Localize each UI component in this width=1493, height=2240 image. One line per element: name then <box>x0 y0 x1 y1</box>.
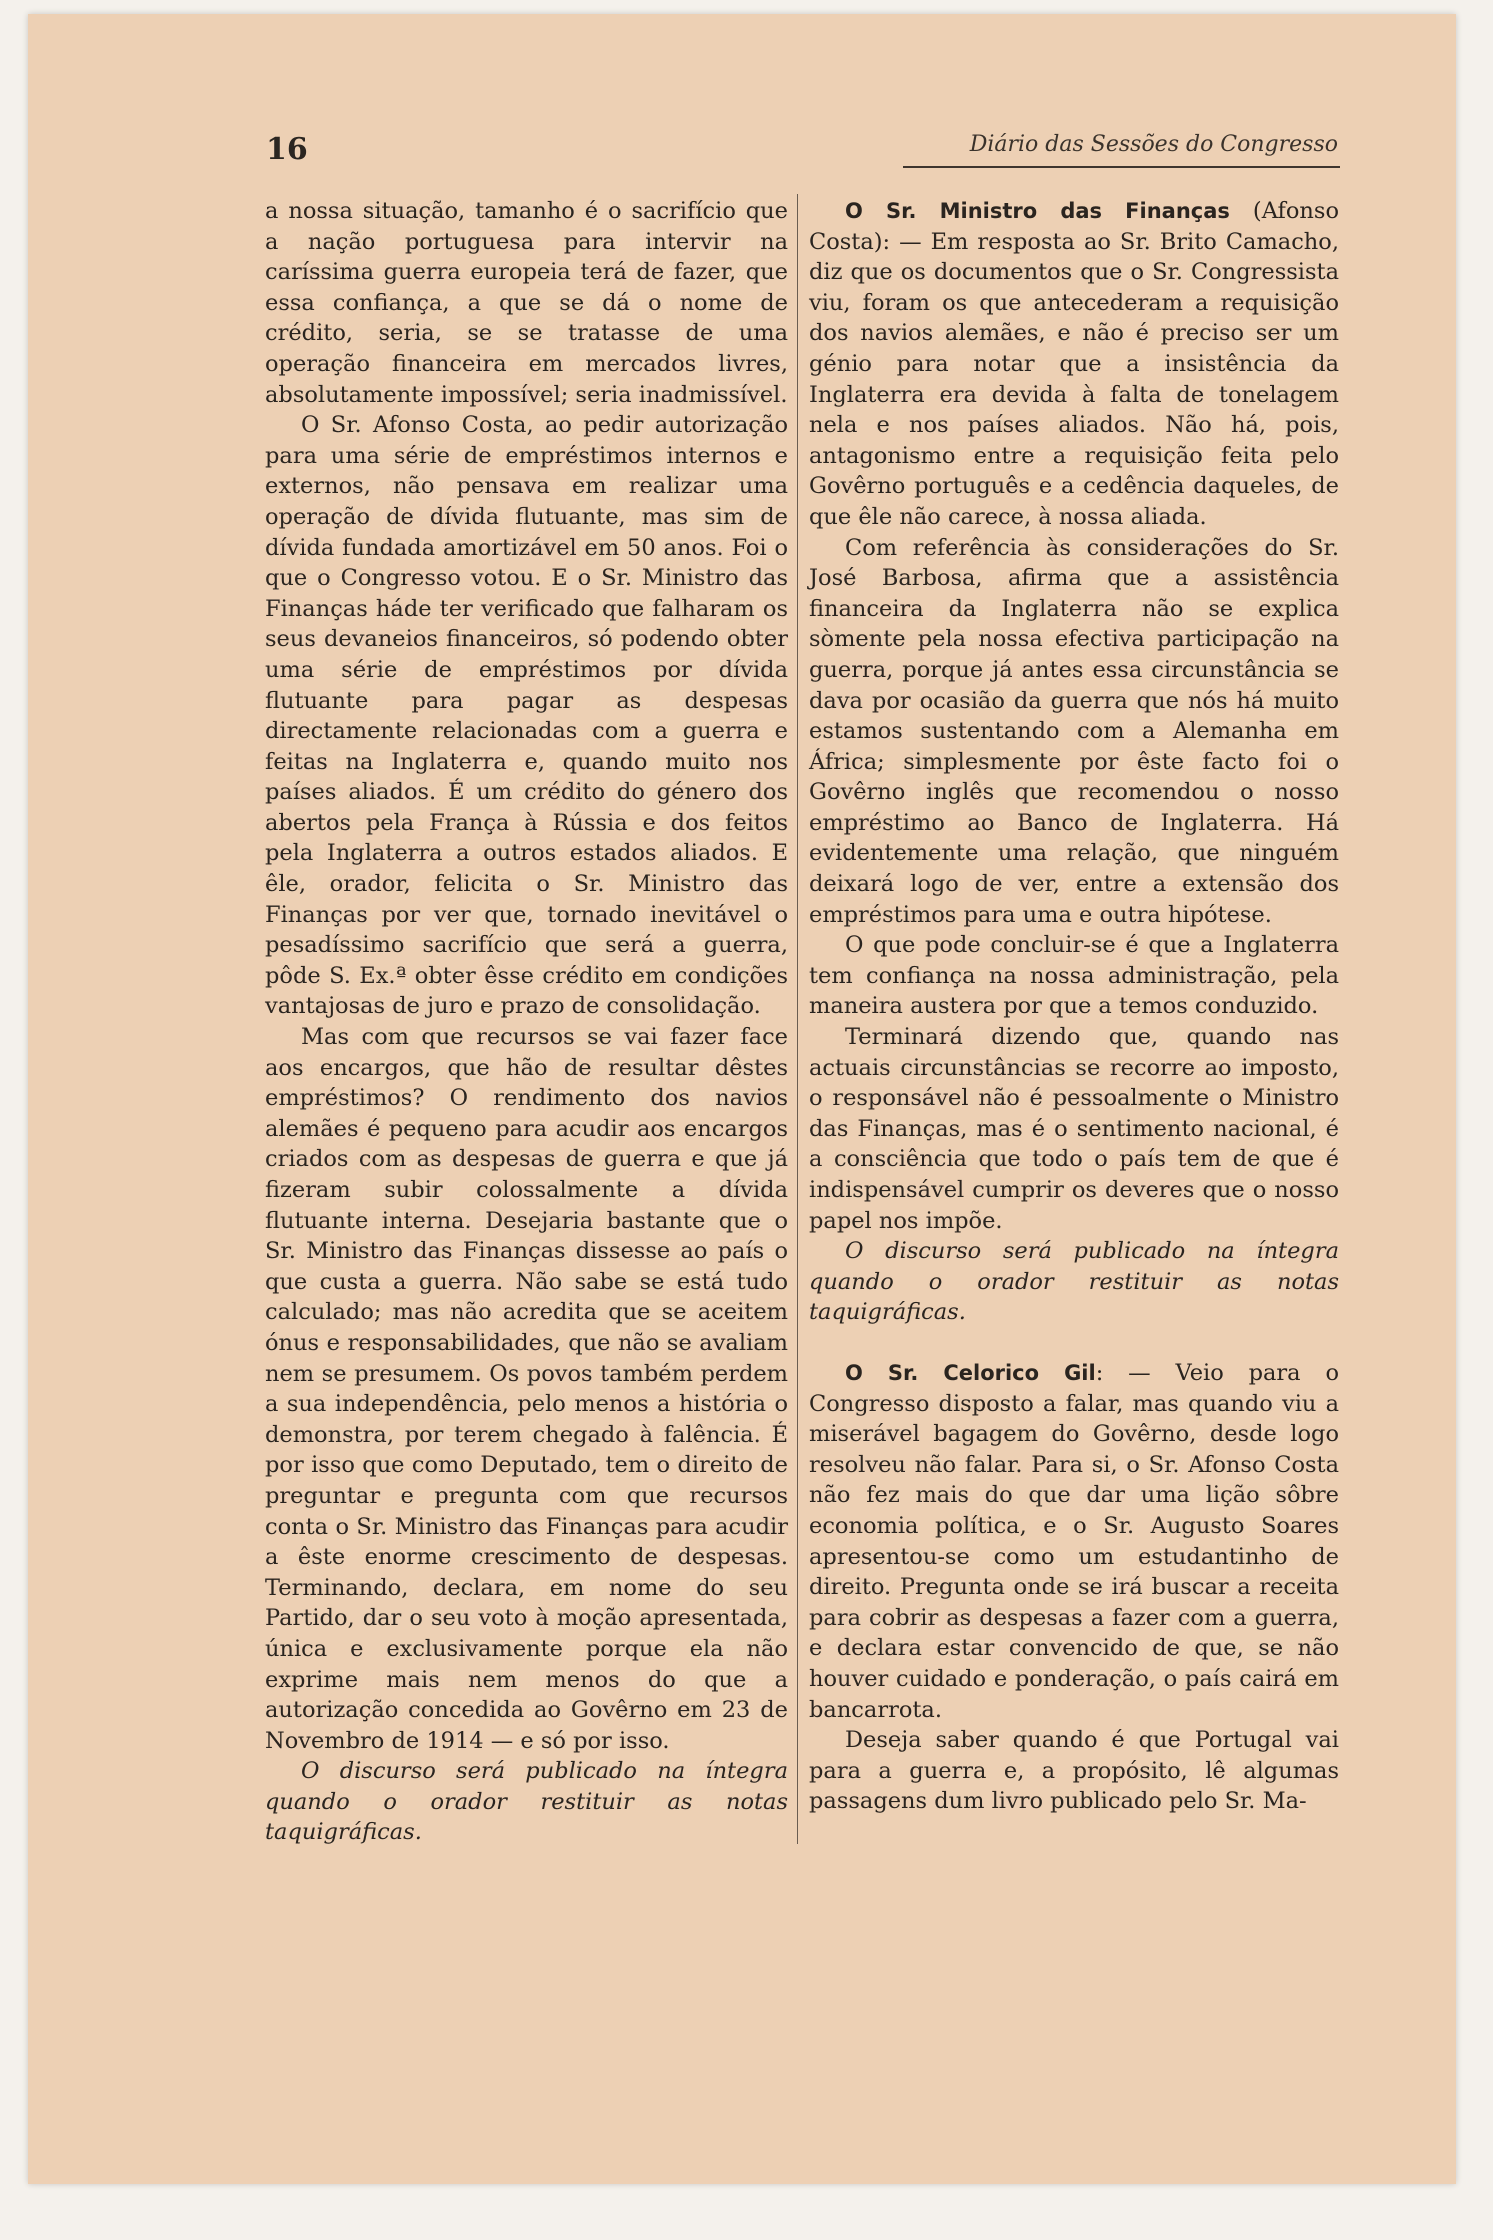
left-paragraph-1: a nossa situação, tamanho é o sacrifício que a nação portuguesa para intervir na caríssima guerra europeia terá de fazer, que essa confiança, a que se dá o nome de crédito, seria, se se tratasse de uma operação financeira em mercados livres, absolutamente impossível; seria inadmissível. <box>265 198 788 408</box>
right-paragraph-5-text: : — Veio para o Congresso disposto a falar, mas quando viu a miserável bagagem do Govêrno, desde logo resolveu não falar. Para si, o Sr. Afonso Costa não fez mais do que dar uma lição sôbre economia política, e o Sr. Augusto Soares apresentou-se como um estudantinho de direito. Pregunta onde se irá buscar a receita para cobrir as despesas a fazer com a guerra, e declara estar convencido de que, se não houver cuidado e ponderação, o país cairá em bancarrota. <box>809 1359 1340 1723</box>
left-paragraph-2: O Sr. Afonso Costa, ao pedir autorização para uma série de empréstimos internos e externos, não pensava em realizar uma operação de dívida flutuante, mas sim de dívida fundada amortizável em 50 anos. Foi o que o Congresso votou. E o Sr. Ministro das Finanças háde ter verificado que falharam os seus devaneios financeiros, só podendo obter uma série de empréstimos por dívida flutuante para pagar as despesas directamente relacionadas com a guerra e feitas na Inglaterra e, quando muito nos países aliados. É um crédito do género dos abertos pela França à Rússia e dos feitos pela Inglaterra a outros estados aliados. E êle, orador, felicita o Sr. Ministro das Finanças por ver que, tornado inevitável o pesadíssimo sacrifício que será a guerra, pôde S. Ex.ª obter êsse crédito em condições vantajosas de juro e prazo de consolidação. <box>265 412 788 1020</box>
left-speech-note: O discurso será publicado na íntegra quando o orador restituir as notas taquigráficas. <box>265 1758 788 1846</box>
column-divider <box>797 194 798 1844</box>
right-paragraph-6: Deseja saber quando é que Portugal vai para a guerra e, a propósito, lê algumas passagens dum livro publicado pelo Sr. Ma- <box>809 1727 1339 1815</box>
right-paragraph-4: Terminará dizendo que, quando nas actuais circunstâncias se recorre ao imposto, o responsável não é pessoalmente o Ministro das Finanças, mas é o sentimento nacional, é a consciência que todo o país tem de que é indispensável cumprir os deveres que o nosso papel nos impõe. <box>809 1024 1339 1234</box>
right-speech-note: O discurso será publicado na íntegra quando o orador restituir as notas taquigráficas. <box>809 1238 1339 1326</box>
right-paragraph-1 <box>809 196 1339 533</box>
left-column <box>265 196 788 1848</box>
right-paragraph-5 <box>809 1358 1339 1725</box>
page-number: 16 <box>266 132 308 167</box>
page-sheet <box>28 14 1456 2184</box>
running-title: Diário das Sessões do Congresso <box>969 132 1338 157</box>
right-column <box>809 196 1339 1817</box>
header-rule <box>903 166 1340 168</box>
left-paragraph-3: Mas com que recursos se vai fazer face aos encargos, que hão de resultar dêstes empréstimos? O rendimento dos navios alemães é pequeno para acudir aos encargos criados com as despesas de guerra e que já fizeram subir colossalmente a dívida flutuante interna. Desejaria bastante que o Sr. Ministro das Finanças dissesse ao país o que custa a guerra. Não sabe se está tudo calculado; mas não acredita que se aceitem ónus e responsabilidades, que não se avaliam nem se presumem. Os povos também perdem a sua independência, pelo menos a história o demonstra, por terem chegado à falência. É por isso que como Deputado, tem o direito de preguntar e pregunta com que recursos conta o Sr. Ministro das Finanças para acudir a êste enorme crescimento de despesas. Terminando, declara, em nome do seu Partido, dar o seu voto à moção apresentada, única e exclusivamente porque ela não exprime mais nem menos do que a autorização concedida ao Govêrno em 23 de Novembro de 1914 — e só por isso. <box>265 1024 788 1754</box>
right-paragraph-2: Com referência às considerações do Sr. José Barbosa, afirma que a assistência financeira da Inglaterra não se explica sòmente pela nossa efectiva participação na guerra, porque já antes essa circunstância se dava por ocasião da guerra que nós há muito estamos sustentando com a Alemanha em África; simplesmente por êste facto foi o Govêrno inglês que recomendou o nosso empréstimo ao Banco de Inglaterra. Há evidentemente uma relação, que ninguém deixará logo de ver, entre a extensão dos empréstimos para uma e outra hipótese. <box>809 534 1339 928</box>
speaker-ministro-financas: O Sr. Ministro das Finanças <box>845 199 1230 223</box>
speaker-celorico-gil: O Sr. Celorico Gil <box>845 1360 1096 1385</box>
right-paragraph-3: O que pode concluir-se é que a Inglaterra tem confiança na nossa administração, pela maneira austera por que a temos conduzido. <box>809 932 1339 1020</box>
right-paragraph-1-text: (Afonso Costa): — Em resposta ao Sr. Brito Camacho, diz que os documentos que o Sr. Congressista viu, foram os que antecederam a requisição dos navios alemães, e não é preciso ser um génio para notar que a insistência da Inglaterra era devida à falta de tonelagem nela e nos países aliados. Não há, pois, antagonismo entre a requisição feita pelo Govêrno português e a cedência daqueles, de que êle não carece, à nossa aliada. <box>809 198 1340 530</box>
